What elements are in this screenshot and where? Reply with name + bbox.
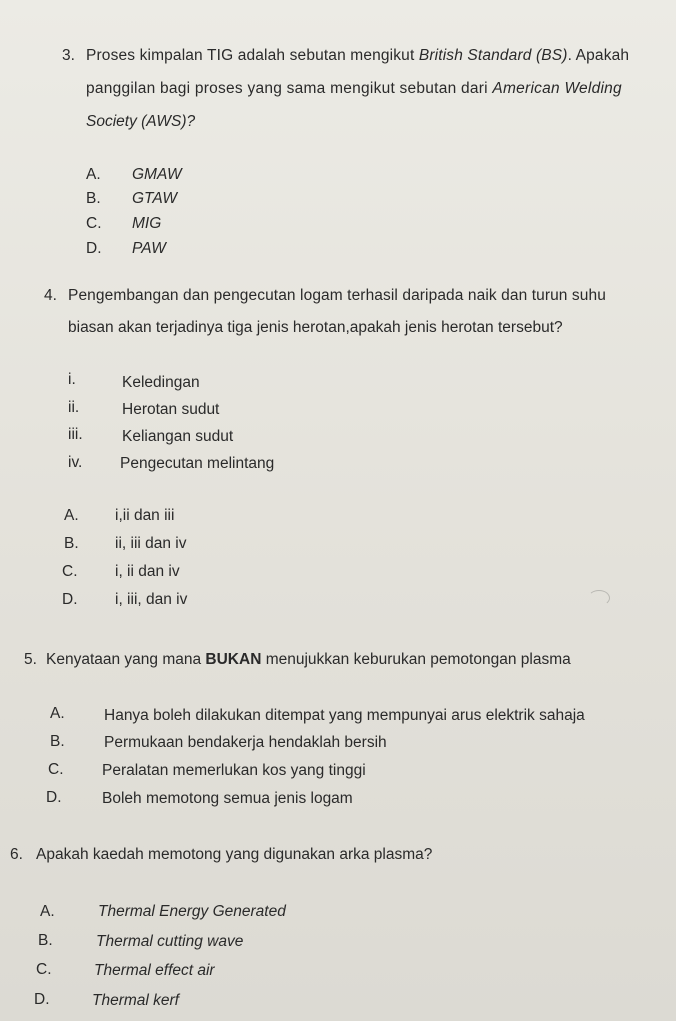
q4-item-1-text: Keledingan (122, 374, 200, 391)
q5-option-c-letter: C. (48, 761, 64, 778)
question-4-line-1: Pengembangan dan pengecutan logam terhasil daripada naik dan turun suhu (68, 287, 606, 304)
question-5-line: Kenyataan yang mana BUKAN menujukkan keburukan pemotongan plasma (46, 651, 571, 668)
q5-option-b-letter: B. (50, 733, 65, 750)
q6-option-c-text: Thermal effect air (94, 962, 215, 979)
q5-option-d-text: Boleh memotong semua jenis logam (102, 790, 353, 807)
q4-item-4-text: Pengecutan melintang (120, 455, 275, 472)
q3-option-c-letter: C. (86, 215, 102, 232)
q4-item-3-text: Keliangan sudut (122, 428, 234, 445)
q6-option-d-letter: D. (34, 991, 50, 1008)
question-4-line-2: biasan akan terjadinya tiga jenis herotan,apakah jenis herotan tersebut? (68, 319, 563, 336)
q5-option-a-text: Hanya boleh dilakukan ditempat yang mempunyai arus elektrik sahaja (104, 707, 585, 724)
question-5-number: 5. (24, 651, 37, 668)
q3-option-a-letter: A. (86, 166, 101, 183)
q4-option-c-letter: C. (62, 563, 78, 580)
q5-option-d-letter: D. (46, 789, 62, 806)
q3-option-d-text: PAW (132, 240, 166, 257)
q4-item-1-num: i. (68, 371, 76, 388)
q4-item-3-num: iii. (68, 426, 83, 443)
q6-option-a-text: Thermal Energy Generated (98, 903, 286, 920)
q4-item-2-num: ii. (68, 399, 80, 416)
q4-option-b-letter: B. (64, 535, 79, 552)
pencil-mark (588, 590, 610, 606)
q3-option-d-letter: D. (86, 240, 102, 257)
q4-option-a-letter: A. (64, 507, 79, 524)
q3-option-a-text: GMAW (132, 166, 182, 183)
q5-option-b-text: Permukaan bendakerja hendaklah bersih (104, 734, 387, 751)
q5-option-a-letter: A. (50, 705, 65, 722)
q4-item-2-text: Herotan sudut (122, 401, 220, 418)
q4-option-a-text: i,ii dan iii (115, 507, 175, 524)
q5-option-c-text: Peralatan memerlukan kos yang tinggi (102, 762, 366, 779)
q4-option-d-text: i, iii, dan iv (115, 591, 188, 608)
q6-option-c-letter: C. (36, 961, 52, 978)
question-4-number: 4. (44, 287, 57, 304)
q3-option-b-letter: B. (86, 190, 101, 207)
question-3-line-3: Society (AWS)? (86, 113, 196, 130)
question-3-line-1: Proses kimpalan TIG adalah sebutan mengikut British Standard (BS). Apakah (86, 47, 630, 64)
q4-option-d-letter: D. (62, 591, 78, 608)
q4-option-c-text: i, ii dan iv (115, 563, 180, 580)
q3-option-b-text: GTAW (132, 190, 178, 207)
q6-option-b-text: Thermal cutting wave (96, 933, 244, 950)
question-3-number: 3. (62, 47, 75, 64)
q6-option-b-letter: B. (38, 932, 53, 949)
q6-option-d-text: Thermal kerf (92, 992, 179, 1009)
q4-option-b-text: ii, iii dan iv (115, 535, 187, 552)
question-6-line: Apakah kaedah memotong yang digunakan arka plasma? (36, 846, 433, 863)
question-3-line-2: panggilan bagi proses yang sama mengikut sebutan dari American Welding (86, 80, 622, 97)
question-6-number: 6. (10, 846, 23, 863)
q3-option-c-text: MIG (132, 215, 162, 232)
q6-option-a-letter: A. (40, 903, 55, 920)
q4-item-4-num: iv. (68, 454, 83, 471)
